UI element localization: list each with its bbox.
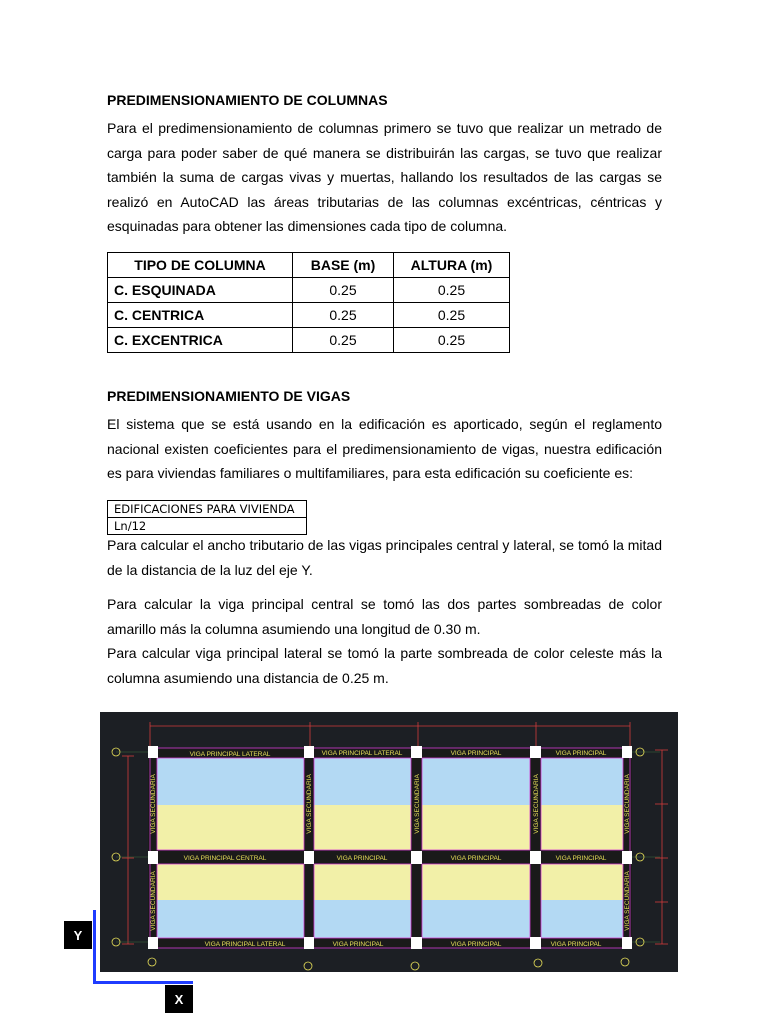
column [411, 851, 422, 864]
header-base: BASE (m) [293, 253, 394, 278]
yellow-area [541, 805, 623, 850]
y-axis-line [93, 910, 96, 984]
beam-label: VIGA PRINCIPAL [450, 941, 502, 948]
beams-title: PREDIMENSIONAMIENTO DE VIGAS [107, 388, 351, 404]
cyan-area [314, 900, 411, 938]
beam-label: VIGA PRINCIPAL [332, 941, 384, 948]
coef-header: EDIFICACIONES PARA VIVIENDA [108, 501, 307, 518]
columns-paragraph: Para el predimensionamiento de columnas primero se tuvo que realizar un metrado de carga para poder saber de qué manera se distribuirán las cargas, se tuvo que realizar también la suma de cargas vivas y muertas, hallando los resultados de las cargas se realizó en AutoCAD las áreas tributarias de las columnas excéntricas, céntricas y esquinadas para obtener las dimensiones cada tipo de columna. [107, 120, 662, 234]
row-altura: 0.25 [394, 278, 510, 303]
column [411, 937, 422, 949]
beam-label: VIGA PRINCIPAL [336, 855, 388, 862]
cyan-area [422, 758, 530, 805]
column [148, 937, 158, 949]
row-tipo: C. ESQUINADA [108, 278, 293, 303]
beams-paragraph-3: Para calcular la viga principal central se tomó las dos partes sombreadas de color amarillo más la columna asumiendo una longitud de 0.30 m. [107, 596, 662, 637]
vertical-beam-label: VIGA SECUNDARIA [533, 774, 540, 834]
column [304, 851, 314, 864]
table-header-row [108, 253, 510, 278]
beam-label: VIGA PRINCIPAL LATERAL [204, 941, 286, 948]
vertical-beam-label: VIGA SECUNDARIA [414, 774, 421, 834]
beam-label: VIGA PRINCIPAL [550, 941, 602, 948]
tributary-areas [157, 758, 623, 938]
beam-label: VIGA PRINCIPAL [555, 855, 607, 862]
cyan-area [157, 758, 304, 805]
cad-floor-plan [100, 712, 678, 972]
column [148, 746, 158, 758]
column [622, 937, 632, 949]
row-tipo: C. EXCENTRICA [108, 328, 293, 353]
header-tipo: TIPO DE COLUMNA [108, 253, 293, 278]
column-types-table [107, 252, 510, 353]
yellow-area [422, 864, 530, 900]
x-axis-label: X [165, 985, 193, 1013]
row-base: 0.25 [293, 278, 394, 303]
y-axis-label: Y [64, 921, 92, 949]
column [622, 851, 632, 864]
beam-label: VIGA PRINCIPAL CENTRAL [183, 855, 267, 862]
row-base: 0.25 [293, 328, 394, 353]
cyan-area [157, 900, 304, 938]
cyan-area [541, 758, 623, 805]
cyan-area [541, 900, 623, 938]
column [530, 746, 541, 758]
beams-paragraph-4: Para calcular viga principal lateral se tomó la parte sombreada de color celeste más la columna asumiendo una distancia de 0.25 m. [107, 645, 662, 686]
coefficient-table [107, 500, 307, 535]
vertical-beam-label: VIGA SECUNDARIA [306, 774, 313, 834]
row-altura: 0.25 [394, 328, 510, 353]
yellow-area [541, 864, 623, 900]
columns-title: PREDIMENSIONAMIENTO DE COLUMNAS [107, 92, 388, 108]
column [304, 937, 314, 949]
vertical-beam-label: VIGA SECUNDARIA [624, 774, 631, 834]
row-base: 0.25 [293, 303, 394, 328]
yellow-area [157, 864, 304, 900]
vertical-beam-label: VIGA SECUNDARIA [624, 871, 631, 931]
table-row [108, 328, 510, 353]
column [530, 937, 541, 949]
beam-label: VIGA PRINCIPAL [450, 750, 502, 757]
column [148, 851, 158, 864]
coef-value: Ln/12 [108, 518, 307, 535]
beam-label: VIGA PRINCIPAL [555, 750, 607, 757]
table-row [108, 303, 510, 328]
cyan-area [314, 758, 411, 805]
beams-paragraph-2: Para calcular el ancho tributario de las vigas principales central y lateral, se tomó la mitad de la distancia de la luz del eje Y. [107, 537, 662, 578]
vertical-beam-label: VIGA SECUNDARIA [150, 871, 157, 931]
header-altura: ALTURA (m) [394, 253, 510, 278]
column [530, 851, 541, 864]
yellow-area [314, 805, 411, 850]
column [622, 746, 632, 758]
beam-label: VIGA PRINCIPAL LATERAL [189, 751, 271, 758]
x-axis-line [93, 981, 193, 984]
row-altura: 0.25 [394, 303, 510, 328]
beam-label: VIGA PRINCIPAL [450, 855, 502, 862]
yellow-area [314, 864, 411, 900]
column [411, 746, 422, 758]
yellow-area [157, 805, 304, 850]
row-tipo: C. CENTRICA [108, 303, 293, 328]
table-row [108, 278, 510, 303]
vertical-beam-label: VIGA SECUNDARIA [150, 774, 157, 834]
beam-label: VIGA PRINCIPAL LATERAL [321, 750, 403, 757]
yellow-area [422, 805, 530, 850]
beams-paragraph-1: El sistema que se está usando en la edificación es aporticado, según el reglamento nacional existen coeficientes para el predimensionamiento de vigas, nuestra edificación es para viviendas familiares o multifamiliares, para esta edificación su coeficiente es: [107, 416, 662, 481]
cyan-area [422, 900, 530, 938]
column [304, 746, 314, 758]
